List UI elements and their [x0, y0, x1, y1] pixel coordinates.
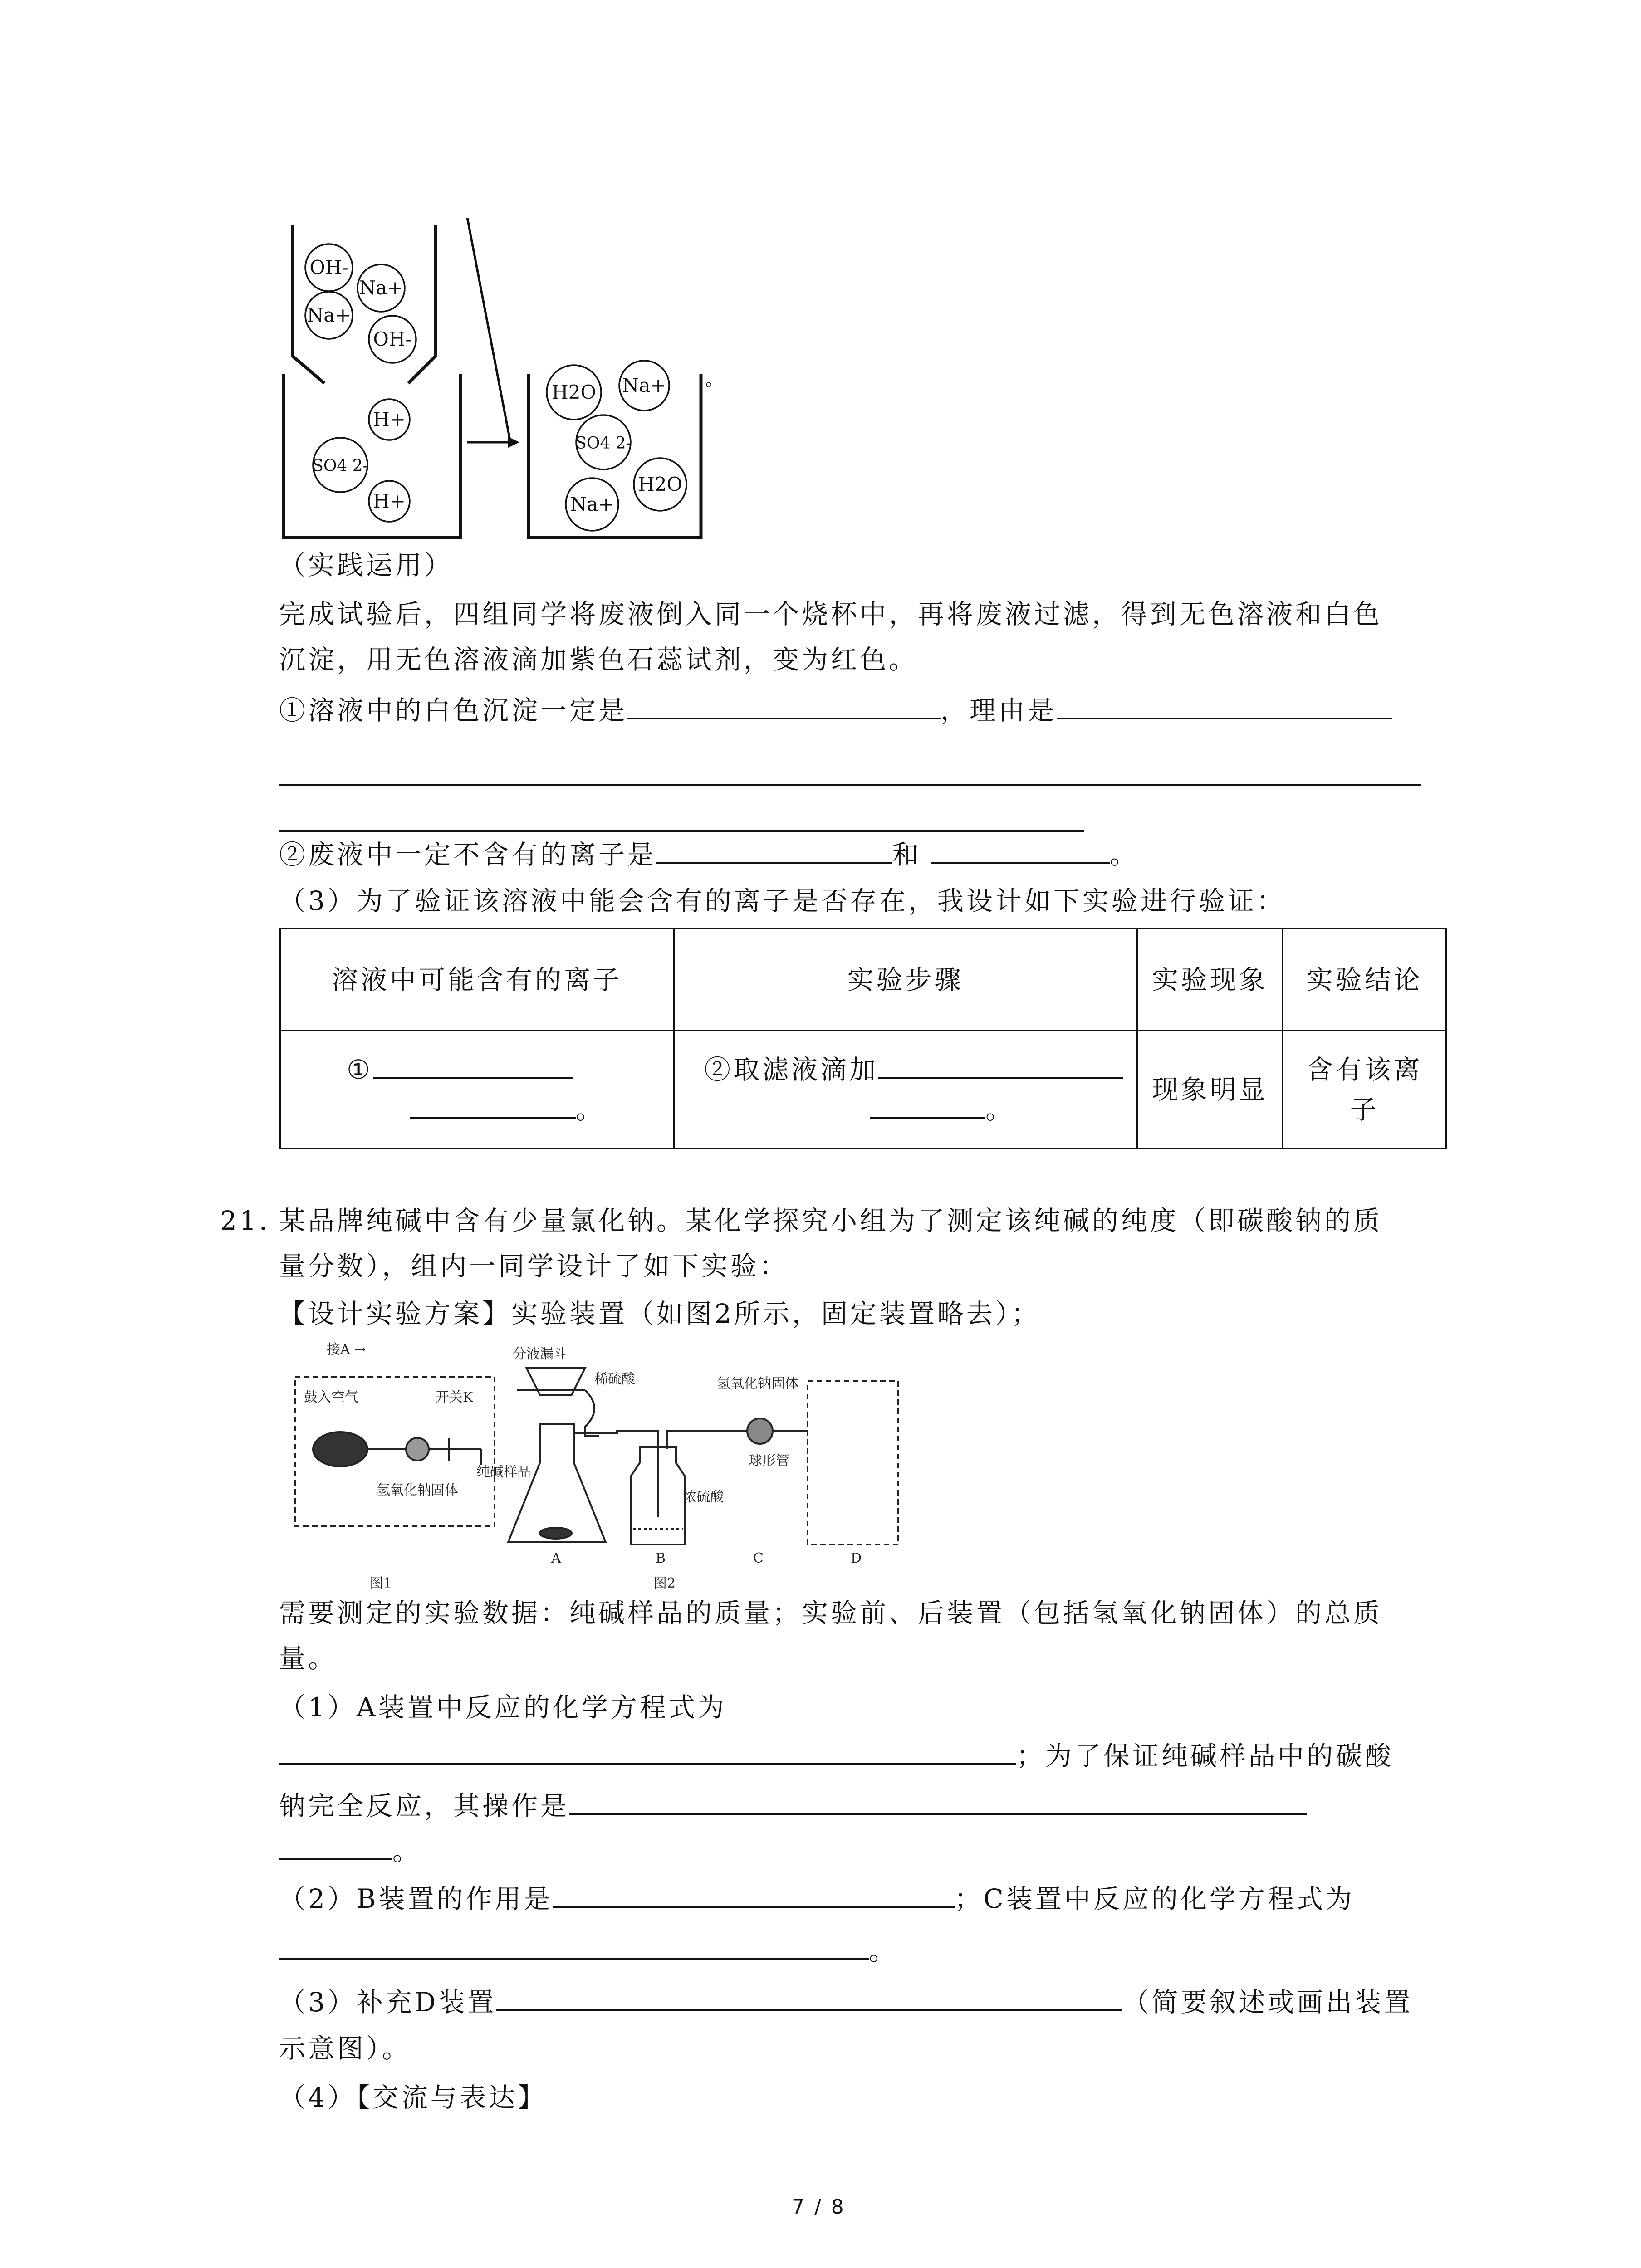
q21-part3-line1	[279, 1986, 1413, 2019]
p2-label-b: （2）B装置的作用是	[279, 1883, 553, 1914]
label-connect-a: 接A →	[327, 1342, 366, 1358]
q21-part1-line4	[279, 1835, 421, 1867]
ion-reaction-figure	[272, 218, 726, 544]
label-conc-acid: 浓硫酸	[683, 1489, 724, 1505]
q21-data-line1: 需要测定的实验数据：纯碱样品的质量；实验前、后装置（包括氢氧化钠固体）的总质	[279, 1598, 1383, 1628]
p2-c-equation-blank[interactable]	[279, 1935, 869, 1960]
table-cell-conclusion: 含有该离子	[1283, 1031, 1446, 1149]
q21-line1: 某品牌纯碱中含有少量氯化钠。某化学探究小组为了测定该纯碱的纯度（即碳酸钠的质	[279, 1205, 1383, 1236]
q21-part1-line3	[279, 1789, 1307, 1822]
ion-h2o-1: H2O	[552, 381, 596, 403]
q2-prefix: ②废液中一定不含有的离子是	[279, 839, 657, 870]
q21-line3: 【设计实验方案】实验装置（如图2所示，固定装置略去）；	[279, 1298, 1040, 1329]
ion-oh-2: OH-	[373, 328, 412, 350]
label-blow-air: 鼓入空气	[304, 1389, 358, 1405]
q21-data-line2: 量。	[279, 1643, 338, 1674]
p1-end: 。	[392, 1836, 422, 1867]
ion-h-1: H+	[373, 408, 406, 430]
practice-heading: （实践运用）	[279, 550, 454, 581]
q21-part3-line2: 示意图）。	[279, 2033, 411, 2064]
label-fig1: 图1	[370, 1575, 392, 1591]
p1-operation-label: 钠完全反应，其操作是	[279, 1790, 570, 1821]
cell-step-prefix: ②取滤液滴加	[704, 1054, 879, 1085]
q2-ion-blank-1[interactable]	[656, 838, 892, 864]
label-d: D	[851, 1550, 862, 1566]
label-c: C	[753, 1550, 764, 1566]
question-1-line	[279, 694, 1392, 727]
q21-part2-line1	[279, 1882, 1355, 1915]
table-cell-phenomenon: 现象明显	[1137, 1031, 1283, 1149]
label-sample: 纯碱样品	[476, 1464, 531, 1480]
ion-oh-1: OH-	[309, 256, 348, 279]
label-funnel: 分液漏斗	[513, 1346, 567, 1362]
cell-ion-blank-2[interactable]	[410, 1093, 576, 1119]
table-header-ions: 溶液中可能含有的离子	[280, 929, 674, 1031]
arrow-icon	[467, 218, 519, 448]
label-switch: 开关K	[436, 1389, 473, 1405]
practice-para-line1: 完成试验后，四组同学将废液倒入同一个烧杯中，再将废液过滤，得到无色溶液和白色	[279, 599, 1383, 630]
p3-tail: （简要叙述或画出装置	[1122, 1987, 1413, 2018]
practice-para-line2: 沉淀，用无色溶液滴加紫色石蕊试剂，变为红色。	[279, 644, 918, 675]
cell-ion-end: 。	[576, 1094, 605, 1125]
q2-ion-blank-2[interactable]	[931, 838, 1110, 864]
p1-operation-blank[interactable]	[569, 1789, 1307, 1815]
q1-reason-label: ，理由是	[941, 695, 1057, 726]
q21-line2: 量分数），组内一同学设计了如下实验：	[279, 1251, 789, 1281]
cell-ion-marker: ①	[347, 1054, 373, 1085]
ion-na-4: Na+	[570, 493, 614, 515]
q1-prefix: ①溶液中的白色沉淀一定是	[279, 695, 628, 726]
question-2-line	[279, 838, 1139, 871]
cell-step-blank-1[interactable]	[878, 1053, 1123, 1079]
apparatus-figure	[272, 1340, 916, 1594]
label-drying-tube: 球形管	[749, 1453, 789, 1469]
table-header-conclusion: 实验结论	[1283, 929, 1446, 1031]
label-dilute-acid: 稀硫酸	[594, 1371, 635, 1387]
p2-end: 。	[869, 1936, 898, 1966]
p3-label: （3）补充D装置	[279, 1987, 497, 2018]
p3-d-device-blank[interactable]	[496, 1986, 1122, 2011]
ion-na-3: Na+	[622, 374, 666, 396]
q1-reason-blank-line2[interactable]	[279, 784, 1421, 786]
q21-part4: （4）【交流与表达】	[279, 2082, 547, 2113]
cell-step-end: 。	[985, 1094, 1015, 1125]
p1-equation-blank[interactable]	[279, 1740, 1016, 1765]
q1-reason-blank-line3[interactable]	[279, 830, 1084, 832]
table-header-steps: 实验步骤	[674, 929, 1137, 1031]
q2-and: 和	[892, 839, 922, 870]
experiment-table	[279, 928, 1447, 1149]
table-cell-step	[674, 1031, 1137, 1149]
cell-step-blank-2[interactable]	[870, 1093, 985, 1119]
p1-tail: ；为了保证纯碱样品中的碳酸	[1016, 1740, 1394, 1771]
q21-part2-line2	[279, 1935, 898, 1967]
q21-number: 21.	[220, 1205, 270, 1236]
label-naoh-solid-2: 氢氧化钠固体	[717, 1376, 798, 1392]
q21-part1-line2	[279, 1740, 1394, 1772]
table-cell-ion	[280, 1031, 674, 1149]
q1-reason-blank[interactable]	[1057, 694, 1392, 719]
ion-h-2: H+	[373, 490, 406, 512]
cell-ion-blank-1[interactable]	[373, 1053, 573, 1079]
question-3-line: （3）为了验证该溶液中能会含有的离子是否存在，我设计如下实验进行验证：	[279, 885, 1286, 916]
ion-so4-left: SO4 2-	[312, 457, 368, 475]
q1-answer-blank[interactable]	[627, 694, 941, 719]
table-header-phenomenon: 实验现象	[1137, 929, 1283, 1031]
ion-na-2: Na+	[307, 304, 351, 326]
ion-na-1: Na+	[359, 277, 403, 299]
label-a: A	[551, 1550, 561, 1566]
figure-trailing-mark: 。	[705, 369, 724, 390]
p2-b-role-blank[interactable]	[553, 1882, 955, 1908]
ion-h2o-2: H2O	[638, 473, 682, 495]
label-fig2: 图2	[653, 1575, 676, 1591]
page-number: 7 / 8	[792, 2195, 846, 2219]
ion-so4-right: SO4 2-	[575, 434, 632, 453]
label-naoh-solid-1: 氢氧化钠固体	[377, 1482, 458, 1498]
p2-label-c: ；C装置中反应的化学方程式为	[954, 1883, 1355, 1914]
label-b: B	[656, 1550, 666, 1566]
q21-part1-line1: （1）A装置中反应的化学方程式为	[279, 1692, 727, 1723]
p1-operation-blank-2[interactable]	[279, 1835, 392, 1860]
q2-end: 。	[1110, 839, 1139, 870]
